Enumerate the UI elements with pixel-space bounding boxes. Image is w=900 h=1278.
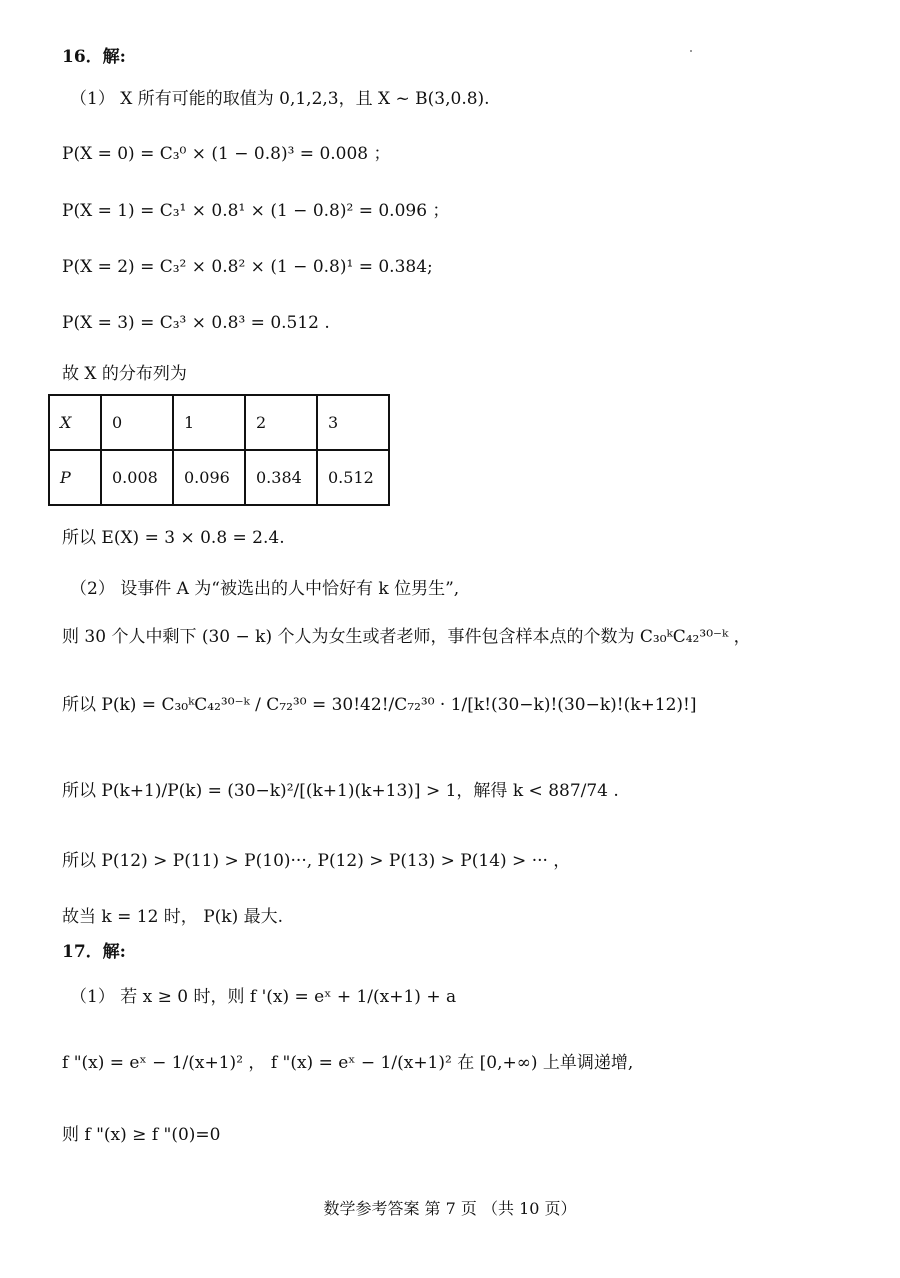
table-cell: 0.512 [317, 450, 389, 505]
table-row [49, 450, 389, 505]
q16-heading: 16．解: [62, 47, 126, 67]
table-cell: 3 [317, 395, 389, 450]
q16-prob-x3: P(X = 3) = C₃³ × 0.8³ = 0.512 . [62, 313, 330, 333]
table-cell: 0.008 [101, 450, 173, 505]
table-cell: 0 [101, 395, 173, 450]
table-row [49, 395, 389, 450]
table-cell: 2 [245, 395, 317, 450]
q17-heading: 17．解: [62, 942, 126, 962]
q16-prob-x0: P(X = 0) = C₃⁰ × (1 − 0.8)³ = 0.008 ； [62, 144, 391, 164]
scan-speck [690, 50, 692, 52]
q16-pk-formula: 所以 P(k) = C₃₀ᵏC₄₂³⁰⁻ᵏ / C₇₂³⁰ = 30!42!/C₇₂³⁰ · 1/[k!(30−k)!(30−k)!(k+12)!] [62, 695, 697, 715]
table-cell: 1 [173, 395, 245, 450]
table-cell: X [49, 395, 101, 450]
table-cell: 0.384 [245, 450, 317, 505]
q16-part2-intro: （2） 设事件 A 为“被选出的人中恰好有 k 位男生”, [70, 579, 460, 599]
q16-dist-intro: 故 X 的分布列为 [62, 364, 187, 384]
q17-second-derivative: f "(x) = eˣ − 1/(x+1)² ， f "(x) = eˣ − 1/(x+1)² 在 [0,+∞) 上单调递增, [62, 1053, 634, 1073]
q16-prob-x2: P(X = 2) = C₃² × 0.8² × (1 − 0.8)¹ = 0.384; [62, 257, 433, 277]
q16-part1-intro: （1） X 所有可能的取值为 0,1,2,3，且 X ~ B(3,0.8). [70, 89, 490, 109]
table-cell: 0.096 [173, 450, 245, 505]
table-cell: P [49, 450, 101, 505]
q16-order: 所以 P(12) > P(11) > P(10)···, P(12) > P(13) > P(14) > ··· ， [62, 851, 571, 871]
page-footer: 数学参考答案 第 7 页 （共 10 页） [323, 1199, 577, 1218]
q17-inequality: 则 f "(x) ≥ f "(0)=0 [62, 1125, 221, 1145]
q16-ratio: 所以 P(k+1)/P(k) = (30−k)²/[(k+1)(k+13)] > 1，解得 k < 887/74 . [62, 781, 619, 801]
q16-conclusion: 故当 k = 12 时， P(k) 最大. [62, 907, 284, 927]
q16-part2-line2: 则 30 个人中剩下 (30 − k) 个人为女生或者老师，事件包含样本点的个数为 C₃₀ᵏC₄₂³⁰⁻ᵏ ， [62, 627, 751, 647]
q16-prob-x1: P(X = 1) = C₃¹ × 0.8¹ × (1 − 0.8)² = 0.096 ； [62, 201, 450, 221]
distribution-table [48, 394, 390, 506]
q17-part1: （1） 若 x ≥ 0 时，则 f '(x) = eˣ + 1/(x+1) + a [70, 987, 457, 1007]
q16-expectation: 所以 E(X) = 3 × 0.8 = 2.4. [62, 528, 285, 548]
